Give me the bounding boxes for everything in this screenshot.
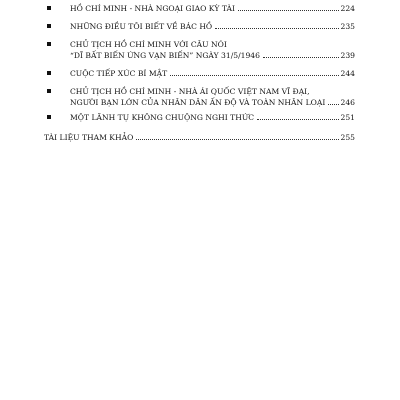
toc-list: [50, 3, 355, 128]
references-page: 255: [340, 133, 355, 142]
toc-entry-title: CHỦ TỊCH HỒ CHÍ MINH - NHÀ ÁI QUỐC VIỆT NAM VĨ ĐẠI,: [70, 87, 310, 96]
toc-entry-references[interactable]: [44, 132, 355, 143]
dot-leader: [170, 75, 338, 76]
toc-entry-title-cont: NGƯỜI BẠN LỚN CỦA NHÂN DÂN ẤN ĐỘ VÀ TOÀN NHÂN LOẠI: [70, 98, 326, 107]
toc-entry-title-cont: “DĨ BẤT BIẾN ỨNG VẠN BIẾN” NGÀY 31/5/1946: [70, 51, 260, 60]
toc-entry[interactable]: [50, 3, 355, 14]
references-title: TÀI LIỆU THAM KHẢO: [44, 133, 134, 142]
toc-entry-page: 244: [340, 69, 355, 78]
bullet-icon: [47, 24, 51, 28]
toc-entry-title: MỘT LÃNH TỤ KHÔNG CHUỘNG NGHI THỨC: [70, 113, 255, 122]
toc-entry-page: 246: [340, 98, 355, 107]
toc-entry-title: HỒ CHÍ MINH - NHÀ NGOẠI GIAO KỲ TÀI: [70, 4, 235, 13]
dot-leader: [263, 57, 339, 58]
toc-entry-page: 251: [340, 113, 355, 122]
toc-entry-page: 235: [340, 22, 355, 31]
bullet-icon: [47, 42, 51, 46]
dot-leader: [257, 119, 338, 120]
bullet-icon: [47, 71, 51, 75]
dot-leader: [136, 139, 338, 140]
toc-entry-title: CUỘC TIẾP XÚC BÍ MẬT: [70, 69, 168, 78]
dot-leader: [215, 28, 338, 29]
toc-entry-page: 224: [340, 4, 355, 13]
toc-entry-title: NHỮNG ĐIỀU TÔI BIẾT VỀ BÁC HỒ: [70, 22, 213, 31]
bullet-icon: [47, 89, 51, 93]
toc-entry[interactable]: [50, 112, 355, 123]
toc-entry[interactable]: [50, 86, 355, 108]
toc-entry[interactable]: [50, 68, 355, 79]
toc-entry[interactable]: [50, 39, 355, 61]
toc-entry-title: CHỦ TỊCH HỒ CHÍ MINH VỚI CÂU NÓI: [70, 40, 227, 49]
dot-leader: [328, 104, 338, 105]
bullet-icon: [47, 115, 51, 119]
toc-entry[interactable]: [50, 21, 355, 32]
toc-entry-page: 239: [340, 51, 355, 60]
dot-leader: [238, 10, 339, 11]
bullet-icon: [47, 6, 51, 10]
